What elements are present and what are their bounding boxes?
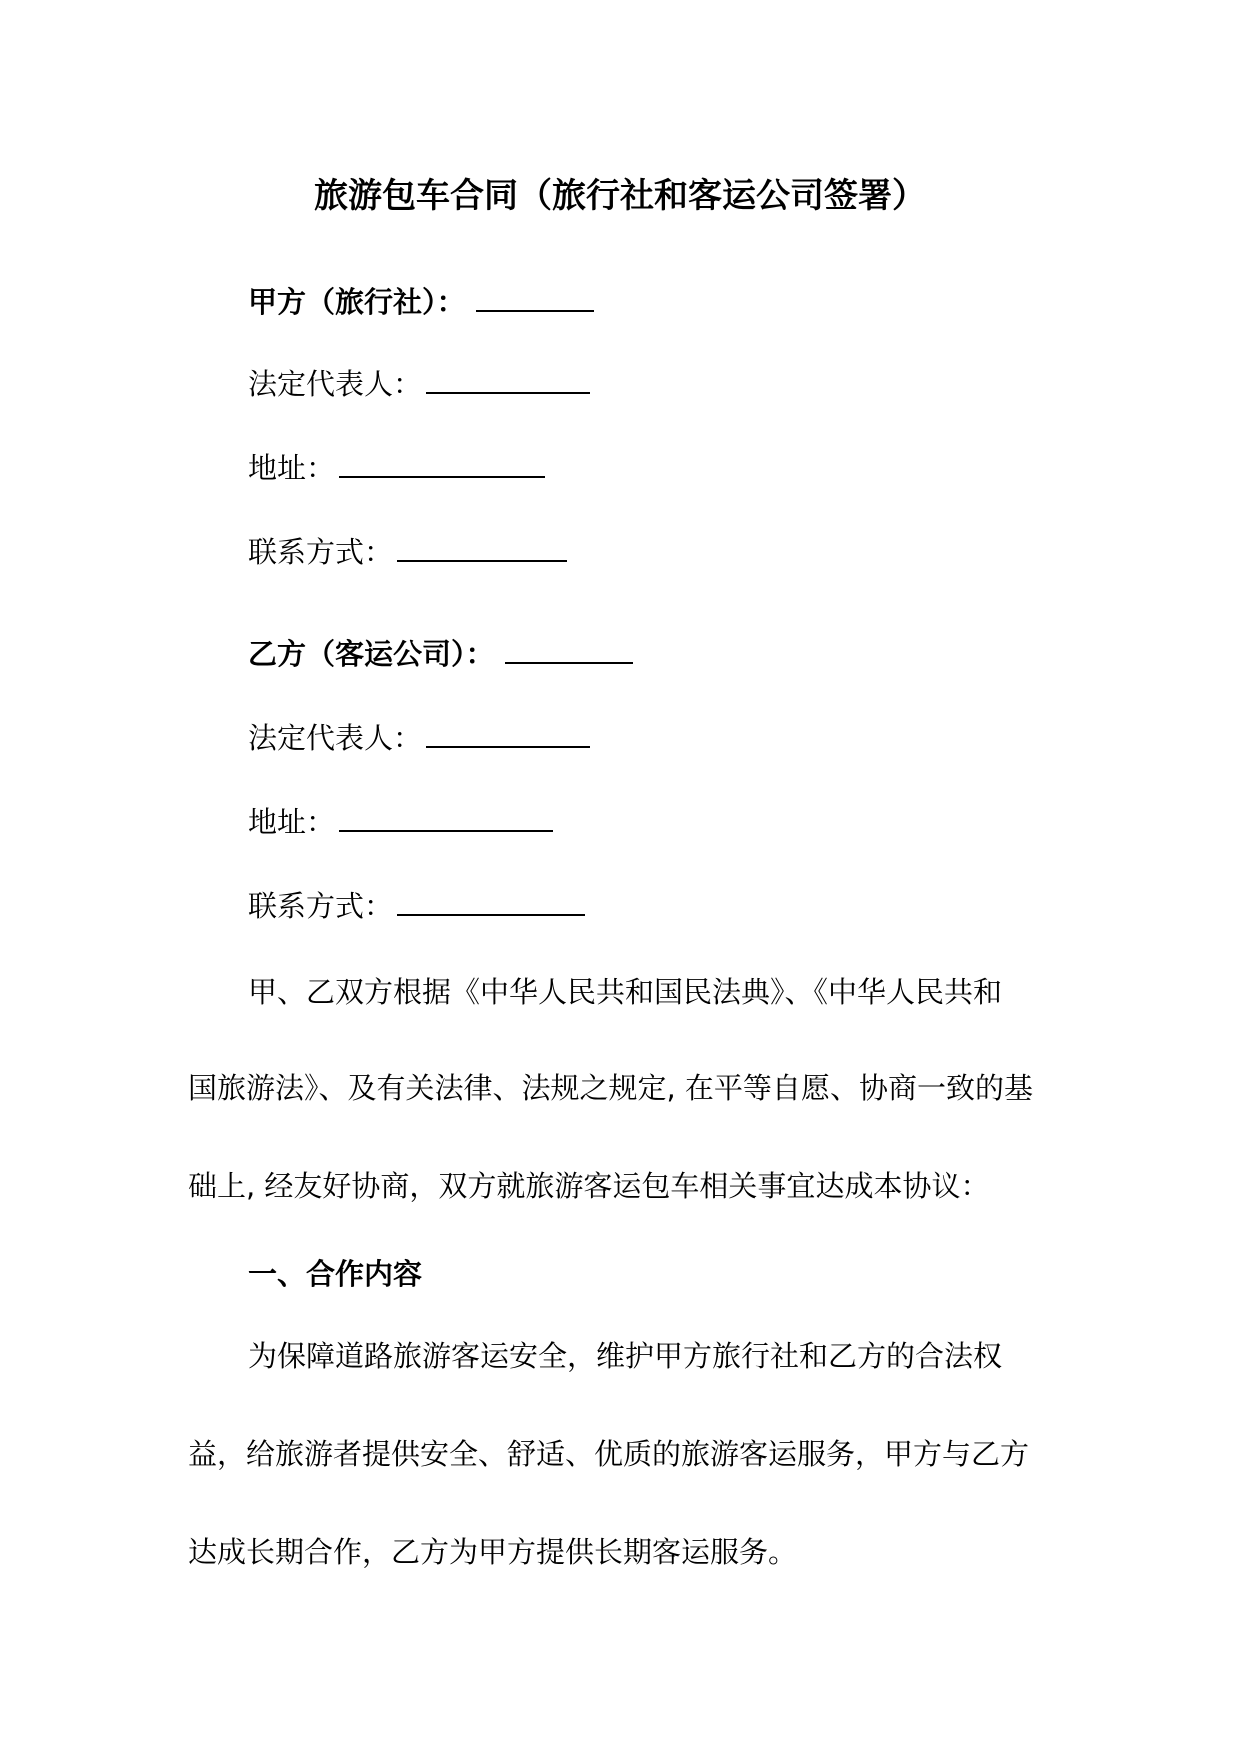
party-a-field xyxy=(248,280,594,324)
party-a-contact-field xyxy=(248,530,567,574)
party-b-rep-blank[interactable] xyxy=(426,720,590,748)
party-b-contact-field xyxy=(248,884,585,928)
party-a-label: 甲方（旅行社）： xyxy=(248,285,466,319)
party-b-address-blank[interactable] xyxy=(339,804,553,832)
preamble-line-2: 国旅游法》、及有关法律、法规之规定, 在平等自愿、协商一致的基 xyxy=(188,1071,1033,1105)
preamble-line-1: 甲、乙双方根据《中华人民共和国民法典》、《中华人民共和 xyxy=(248,975,1003,1009)
party-b-contact-blank[interactable] xyxy=(397,888,585,916)
preamble-line-3: 础上, 经友好协商，双方就旅游客运包车相关事宜达成本协议： xyxy=(188,1169,990,1203)
section-1-line-2: 益，给旅游者提供安全、舒适、优质的旅游客运服务，甲方与乙方 xyxy=(188,1437,1030,1471)
party-a-address-blank[interactable] xyxy=(339,450,545,478)
document-title: 旅游包车合同（旅行社和客运公司签署） xyxy=(314,176,926,216)
party-a-address-label: 地址： xyxy=(248,451,336,485)
section-1-heading: 一、合作内容 xyxy=(248,1257,423,1291)
party-b-label: 乙方（客运公司）： xyxy=(248,637,495,671)
party-a-blank[interactable] xyxy=(476,284,594,312)
section-1-line-1: 为保障道路旅游客运安全，维护甲方旅行社和乙方的合法权 xyxy=(248,1339,1003,1373)
party-b-rep-field xyxy=(248,716,590,760)
party-a-contact-label: 联系方式： xyxy=(248,535,394,569)
party-b-field xyxy=(248,632,633,676)
party-b-rep-label: 法定代表人： xyxy=(248,721,423,755)
party-b-address-field xyxy=(248,800,553,844)
party-b-contact-label: 联系方式： xyxy=(248,889,394,923)
party-a-address-field xyxy=(248,446,545,490)
section-1-line-3: 达成长期合作，乙方为甲方提供长期客运服务。 xyxy=(188,1535,798,1569)
party-b-address-label: 地址： xyxy=(248,805,336,839)
party-a-contact-blank[interactable] xyxy=(397,534,567,562)
party-b-blank[interactable] xyxy=(505,636,633,664)
party-a-rep-blank[interactable] xyxy=(426,366,590,394)
party-a-rep-field xyxy=(248,362,590,406)
party-a-rep-label: 法定代表人： xyxy=(248,367,423,401)
